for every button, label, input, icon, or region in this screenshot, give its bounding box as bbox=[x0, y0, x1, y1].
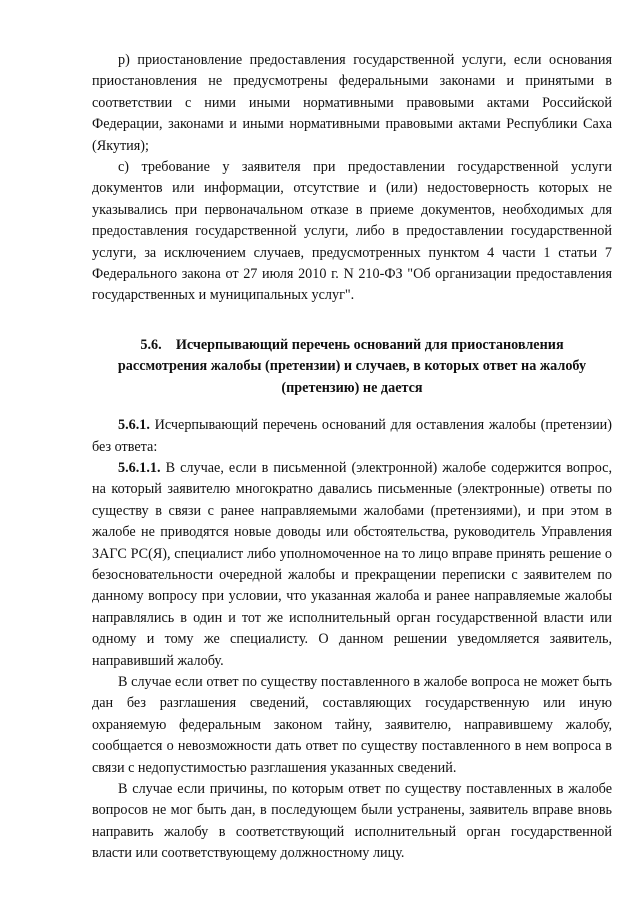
clause-5-6-1-1 bbox=[92, 458, 612, 672]
section-number: 5.6. bbox=[140, 336, 162, 353]
list-item-s-text: требование у заявителя при предоставлении государственной услуги документов или информации, отсутствие и (или) недостоверность которых не указывались при первоначальном отказе в приеме документов, необходимых для предоставления государственной услуги, либо в предоставлении государственной услуги, за исключением случаев, предусмотренных пунктом 4 части 1 статьи 7 Федерального закона от 27 июля 2010 г. N 210-ФЗ "Об организации предоставления государственных и муниципальных услуг". bbox=[92, 159, 613, 304]
spacer bbox=[92, 307, 612, 335]
paragraph-resolved: В случае если причины, по которым ответ по существу поставленных в жалобе вопросов не мог быть дан, в последующем были устранены, заявитель вправе вновь направить жалобу в соответствующий исполнительный орган государственной власти или соответствующему должностному лицу. bbox=[92, 781, 612, 862]
section-title: Исчерпывающий перечень оснований для приостановления рассмотрения жалобы (претензии) и случаев, в которых ответ на жалобу (претензию) не дается bbox=[117, 336, 587, 396]
clause-5-6-1-text: Исчерпывающий перечень оснований для оставления жалобы (претензии) без ответа: bbox=[92, 417, 612, 455]
clause-5-6-1 bbox=[92, 415, 612, 458]
spacer bbox=[92, 399, 612, 415]
clause-5-6-1-1-text: В случае, если в письменной (электронной) жалобе содержится вопрос, на который заявителю многократно давались письменные (электронные) ответы по существу в связи с ранее направляемыми жалобами (претензиями), и при этом в жалобе не приводятся новые доводы или обстоятельства, руководитель Управления ЗАГС РС(Я), специалист либо уполномоченное на то лицо вправе принять решение о безосновательности очередной жалобы и прекращении переписки с заявителем по данному вопросу при условии, что указанная жалоба и ранее направляемые жалобы направлялись в один и тот же исполнительный орган государственной власти или одному и тому же специалисту. О данном решении уведомляется заявитель, направивший жалобу. bbox=[92, 459, 612, 669]
list-item-r bbox=[92, 50, 612, 157]
clause-5-6-1-number: 5.6.1. bbox=[118, 417, 150, 434]
list-item-r-label: р) bbox=[118, 52, 130, 68]
document-page bbox=[92, 50, 612, 865]
paragraph-secret: В случае если ответ по существу поставленного в жалобе вопроса не может быть дан без разглашения сведений, составляющих государственную или иную охраняемую федеральным законом тайну, заявителю, направившему жалобу, сообщается о невозможности дать ответ по существу поставленного в нем вопроса в связи с недопустимостью разглашения указанных сведений. bbox=[92, 673, 612, 776]
list-item-r-text: приостановление предоставления государственной услуги, если основания приостановления не предусмотрены федеральными законами и принятыми в соответствии с ними иными нормативными правовыми актами Российской Федерации, законами и иными нормативными правовыми актами Республики Саха (Якутия); bbox=[92, 52, 612, 154]
clause-5-6-1-1-number: 5.6.1.1. bbox=[118, 459, 161, 476]
list-item-s bbox=[92, 157, 612, 307]
section-heading bbox=[92, 335, 612, 399]
list-item-s-label: с) bbox=[118, 159, 130, 176]
